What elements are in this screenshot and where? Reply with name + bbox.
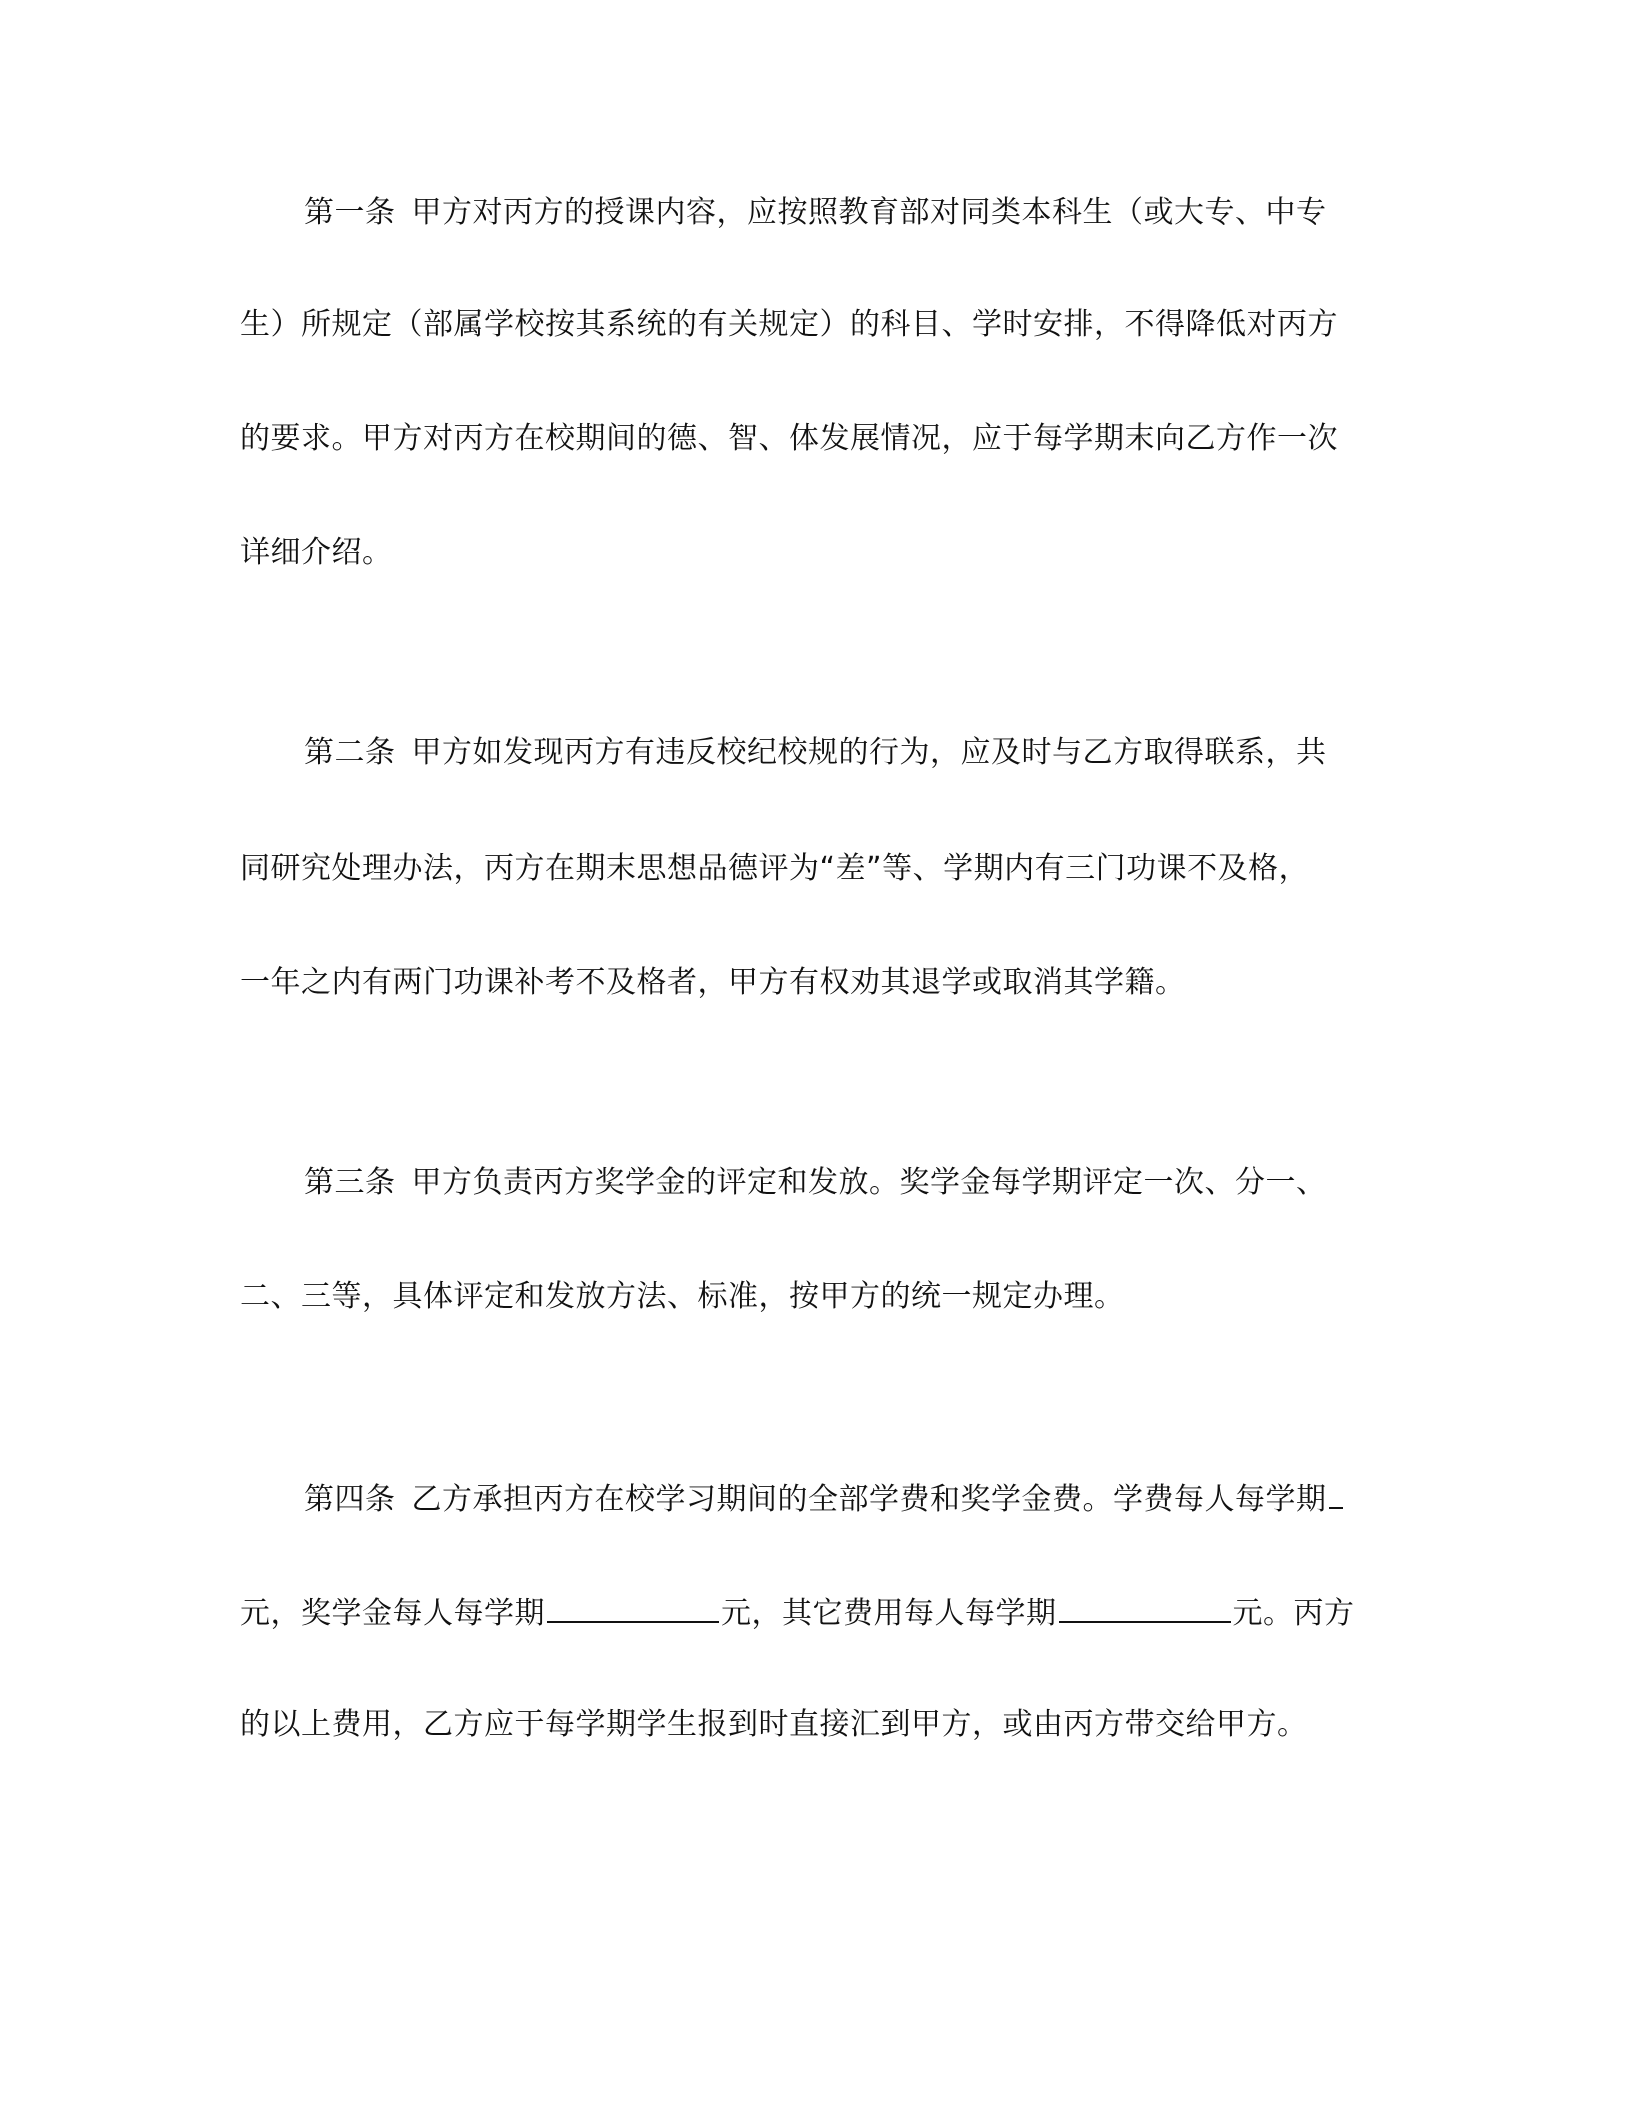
- article-4-text-1: 乙方承担丙方在校学习期间的全部学费和奖学金费。学费每人每学期: [411, 1482, 1327, 1517]
- article-1-line-4: 详细介绍。: [240, 535, 393, 570]
- article-1-text-1: 甲方对丙方的授课内容，应按照教育部对同类本科生（或大专、中专: [411, 195, 1327, 230]
- article-1-heading: 第一条: [304, 195, 396, 230]
- article-4-text-2a: 元，奖学金每人每学期: [240, 1596, 545, 1631]
- article-3-heading: 第三条: [304, 1165, 396, 1200]
- other-fees-blank: [1059, 1591, 1231, 1623]
- article-2-line-2: 同研究处理办法，丙方在期末思想品德评为“差”等、学期内有三门功课不及格，: [240, 851, 1310, 886]
- article-1-line-3: 的要求。甲方对丙方在校期间的德、智、体发展情况，应于每学期末向乙方作一次: [240, 421, 1338, 456]
- article-3-line-1: [304, 1163, 1327, 1203]
- article-2-line-1: [304, 733, 1327, 773]
- article-3-line-2: 二、三等，具体评定和发放方法、标准，按甲方的统一规定办理。: [240, 1279, 1125, 1314]
- article-4-line-1: [304, 1477, 1343, 1520]
- article-3-text-1: 甲方负责丙方奖学金的评定和发放。奖学金每学期评定一次、分一、: [411, 1165, 1327, 1200]
- article-4-line-3: 的以上费用，乙方应于每学期学生报到时直接汇到甲方，或由丙方带交给甲方。: [240, 1707, 1308, 1742]
- article-1-line-2: 生）所规定（部属学校按其系统的有关规定）的科目、学时安排，不得降低对丙方: [240, 307, 1338, 342]
- tuition-blank: [1329, 1477, 1343, 1509]
- article-1-line-1: [304, 193, 1327, 233]
- article-4-line-2: [240, 1591, 1355, 1634]
- article-4-text-2b: 元，其它费用每人每学期: [721, 1596, 1057, 1631]
- article-4-heading: 第四条: [304, 1482, 396, 1517]
- article-2-text-1: 甲方如发现丙方有违反校纪校规的行为，应及时与乙方取得联系，共: [411, 735, 1327, 770]
- article-2-heading: 第二条: [304, 735, 396, 770]
- scholarship-blank: [547, 1591, 719, 1623]
- article-4-text-2c: 元。丙方: [1232, 1596, 1355, 1631]
- article-2-line-3: 一年之内有两门功课补考不及格者，甲方有权劝其退学或取消其学籍。: [240, 965, 1186, 1000]
